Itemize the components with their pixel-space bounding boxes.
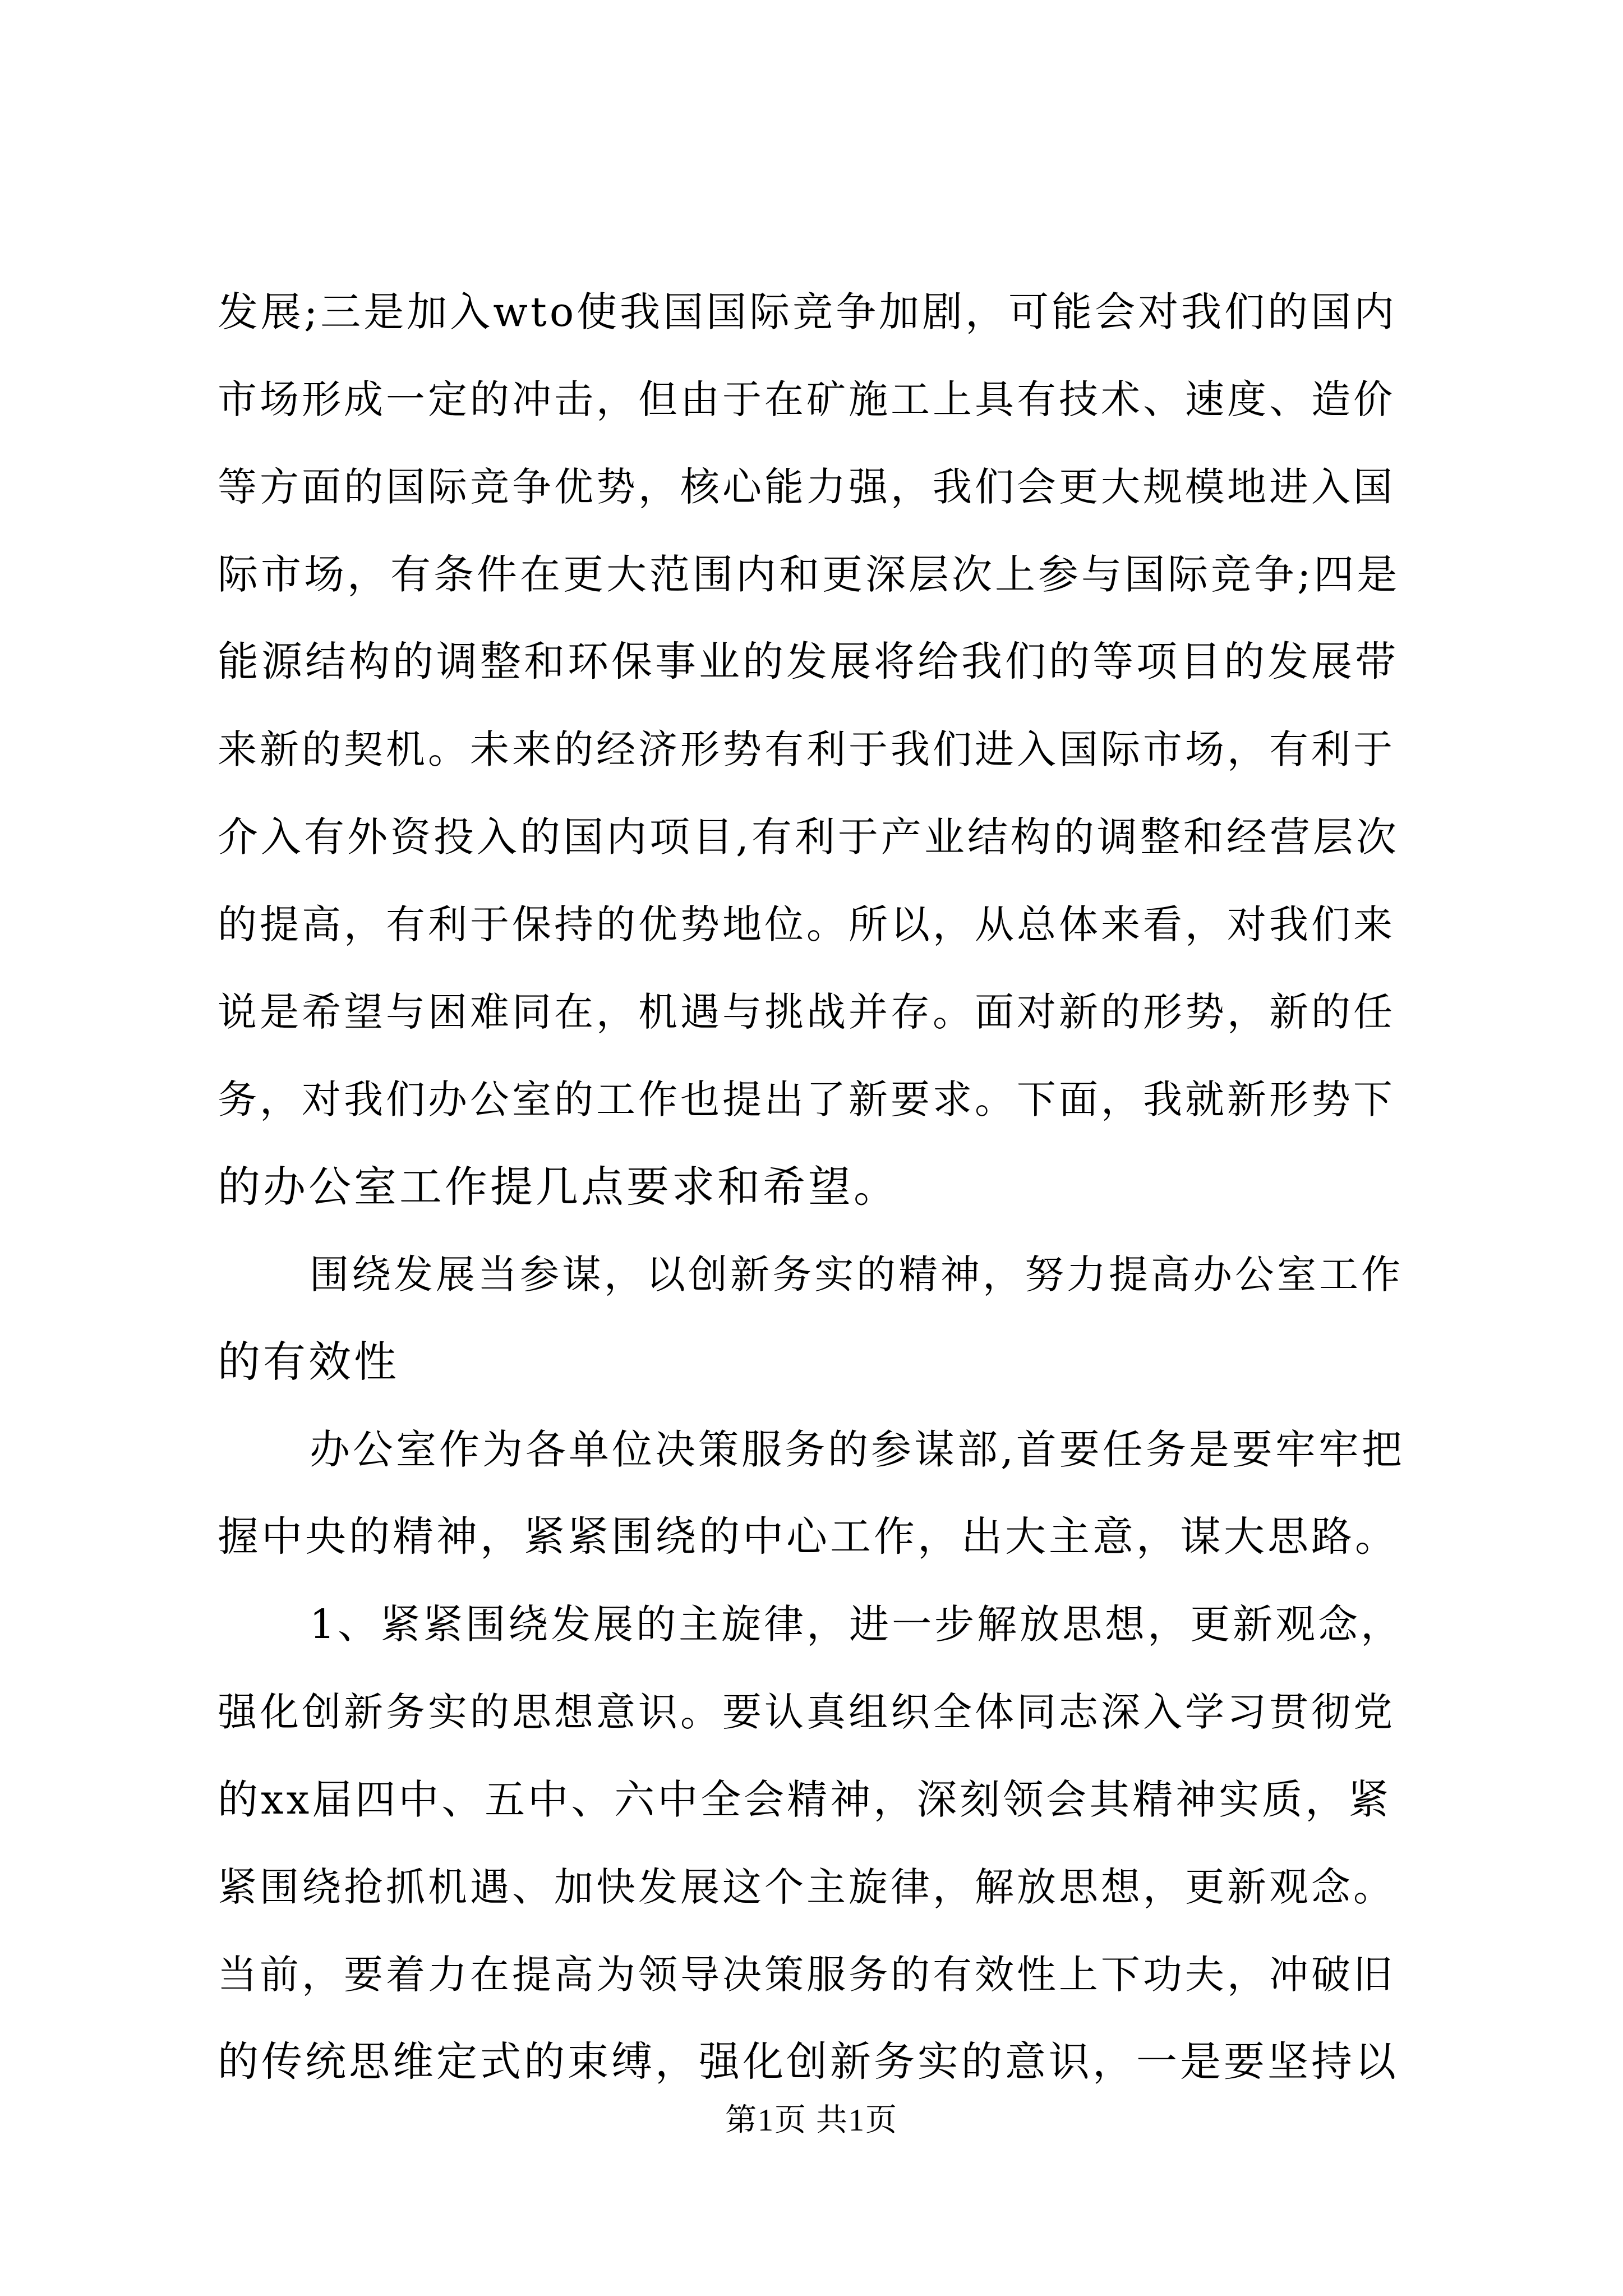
text-line: 围绕发展当参谋，以创新务实的精神，努力提高办公室工作 (310, 1251, 1403, 1297)
text-line: 强化创新务实的思想意识。要认真组织全体同志深入学习贯彻党 (218, 1689, 1395, 1735)
text-line: 的xx届四中、五中、六中全会精神，深刻领会其精神实质，紧 (218, 1776, 1392, 1823)
text-line: 务，对我们办公室的工作也提出了新要求。下面，我就新形势下 (218, 1076, 1395, 1122)
page-footer: 第1页 共1页 (725, 2103, 898, 2138)
text-line: 发展;三是加入wto使我国国际竞争加剧，可能会对我们的国内 (218, 288, 1398, 335)
text-line: 等方面的国际竞争优势，核心能力强，我们会更大规模地进入国 (218, 464, 1395, 510)
text-line: 的提高，有利于保持的优势地位。所以，从总体来看，对我们来 (218, 901, 1395, 947)
text-line: 办公室作为各单位决策服务的参谋部,首要任务是要牢牢把 (310, 1426, 1405, 1473)
text-line: 际市场，有条件在更大范围内和更深层次上参与国际竞争;四是 (218, 551, 1400, 598)
document-body (218, 268, 1405, 2106)
text-line: 握中央的精神，紧紧围绕的中心工作，出大主意，谋大思路。 (218, 1513, 1399, 1561)
text-line: 的办公室工作提几点要求和希望。 (218, 1162, 899, 1212)
text-line: 来新的契机。未来的经济形势有利于我们进入国际市场，有利于 (218, 726, 1395, 772)
text-line: 介入有外资投入的国内项目,有利于产业结构的调整和经营层次 (218, 813, 1399, 861)
text-line: 的传统思维定式的束缚，强化创新务实的意识，一是要坚持以 (218, 2038, 1399, 2086)
text-line: 的有效性 (218, 1337, 399, 1387)
text-line: 紧围绕抢抓机遇、加快发展这个主旋律，解放思想，更新观念。 (218, 1864, 1395, 1910)
text-line: 能源结构的调整和环保事业的发展将给我们的等项目的发展带 (218, 638, 1399, 685)
text-line: 市场形成一定的冲击，但由于在矿施工上具有技术、速度、造价 (218, 376, 1395, 422)
text-line: 当前，要着力在提高为领导决策服务的有效性上下功夫，冲破旧 (218, 1952, 1395, 1998)
text-line: 说是希望与困难同在，机遇与挑战并存。面对新的形势，新的任 (218, 989, 1395, 1035)
text-line: 1、紧紧围绕发展的主旋律，进一步解放思想，更新观念， (310, 1601, 1404, 1648)
